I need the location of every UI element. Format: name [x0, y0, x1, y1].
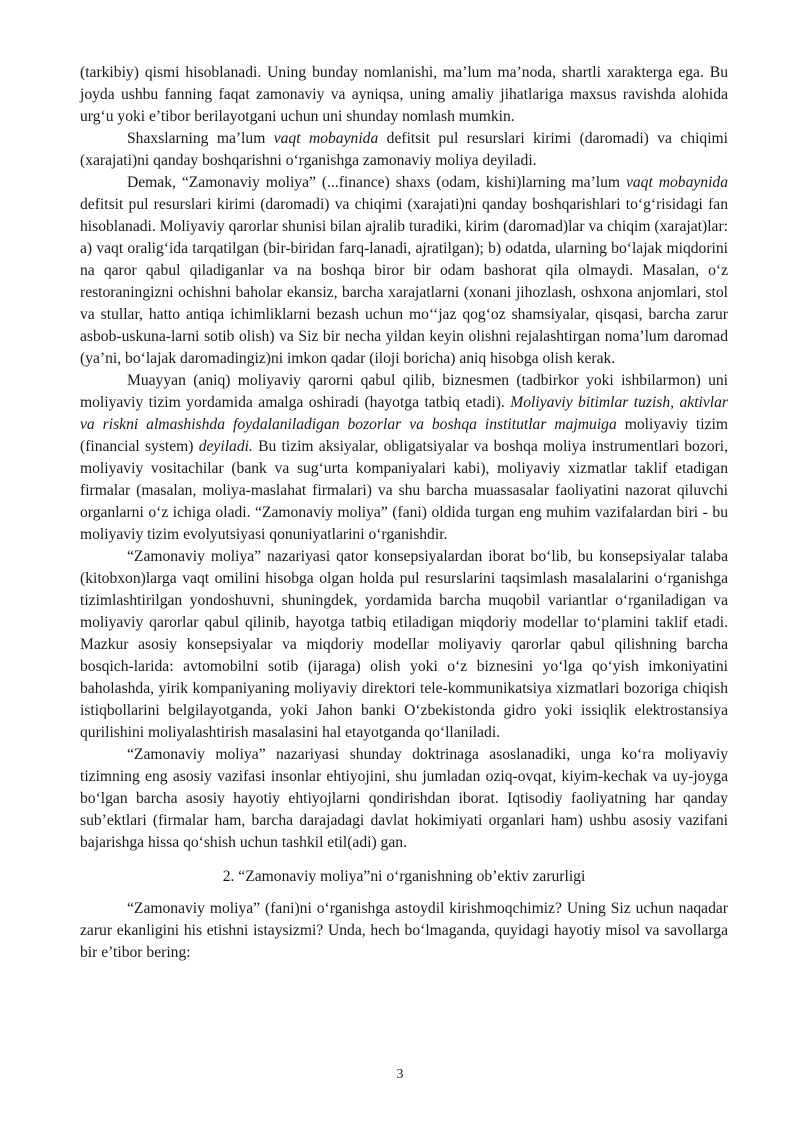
body-text — [80, 62, 728, 854]
paragraph — [80, 744, 728, 854]
italic-text: vaqt mobaynida — [625, 174, 729, 191]
text-run: moliyaviy tizim (financial system) — [80, 416, 728, 455]
italic-text: deyiladi. — [198, 438, 253, 455]
text-run: Bu tizim aksiyalar, obligatsiyalar va boshqa moliya instrumentlari bozori, moliyaviy vositachilar (bank va sug‘urta kompaniyalari kabi), moliyaviy xizmatlar taklif etadigan firmalar (masalan, moliya-maslahat firmalari) va shu barcha muassasalar faoliyatini nazorat qiluvchi organlarni o‘z ichiga oladi. “Zamonaviy moliya” (fani) oldida turgan eng muhim vazifalardan biri - bu moliyaviy tizim evolyutsiyasi qonuniyatlarini o‘rganishdir. — [80, 438, 728, 543]
text-run: “Zamonaviy moliya” (fani)ni o‘rganishga astoydil kirishmoqchimiz? Uning Siz uchun naqadar zarur ekanligini his etishni istaysizmi? Unda, hech bo‘lmaganda, quyidagi hayotiy misol va savollarga bir e’tibor bering: — [80, 900, 728, 961]
document-page — [80, 62, 728, 964]
paragraph — [80, 898, 728, 964]
paragraph — [80, 62, 728, 128]
paragraph — [80, 172, 728, 370]
body-text-after-heading — [80, 898, 728, 964]
text-run: Muayyan (aniq) moliyaviy qarorni qabul qilib, biznesmen (tadbirkor yoki ishbilarmon) uni moliyaviy tizim yordamida amalga oshiradi (hayotga tatbiq etadi). — [80, 372, 728, 411]
paragraph — [80, 128, 728, 172]
text-run: (tarkibiy) qismi hisoblanadi. Uning bunday nomlanishi, ma’lum ma’noda, shartli xarakterga ega. Bu joyda ushbu fanning faqat zamonaviy va ayniqsa, uning amaliy jihatlariga maxsus ravishda alohida urg‘u yoki e’tibor berilayotgani uchun uni shunday nomlash mumkin. — [80, 64, 728, 125]
text-run: defitsit pul resurslari kirimi (daromadi) va chiqimi (xarajati)ni qanday boshqarishlari to‘g‘risidagi fan hisoblanadi. Moliyaviy qarorlar shunisi bilan ajralib turadiki, kirim (daromad)lar va chiqim (xarajat)lar: a) vaqt oralig‘ida tarqatilgan (bir-biridan farq-lanadi, ajratilgan); b) odatda, ularning bo‘lajak miqdorini na qaror qabul qiladiganlar va na boshqa biror bir odam bashorat qila olmaydi. Masalan, o‘z restoraningizni ochishni baholar ekansiz, barcha xarajatlarni (xonani jihozlash, oshxona anjomlari, stol va stullar, hatto antiqa ichimliklarni bezash uchun mo‘‘jaz qog‘oz shamsiyalar, qisqasi, barcha zarur asbob-uskuna-larni sotib olish) va Siz bir necha yildan keyin olishni rejalashtirgan noma’lum daromad (ya’ni, bo‘lajak daromadingiz)ni imkon qadar (iloji boricha) aniq hisobga olish kerak. — [80, 196, 728, 367]
paragraph — [80, 546, 728, 744]
text-run: Shaxslarning ma’lum — [127, 130, 274, 147]
text-run: “Zamonaviy moliya” nazariyasi shunday doktrinaga asoslanadiki, unga ko‘ra moliyaviy tizimning eng asosiy vazifasi insonlar ehtiyojini, shu jumladan oziq-ovqat, kiyim-kechak va uy-joyga bo‘lgan barcha asosiy hayotiy ehtiyojlarni qondirishdan iborat. Iqtisodiy faoliyatning har qanday sub’ektlari (firmalar ham, barcha darajadagi davlat hokimiyati organlari ham) ushbu asosiy vazifani bajarishga hissa qo‘shish uchun tashkil etil(adi) gan. — [80, 746, 728, 851]
italic-text: Moliyaviy bitimlar tuzish, aktivlar va riskni almashishda foydalaniladigan bozorlar va boshqa institutlar majmuiga — [80, 394, 728, 433]
text-run: “Zamonaviy moliya” nazariyasi qator konsepsiyalardan iborat bo‘lib, bu konsepsiyalar talaba (kitobxon)larga vaqt omilini hisobga olgan holda pul resurslarini taqsimlash masalalarini o‘rganishga tizimlashtirilgan yondoshuvni, shuningdek, yordamida barcha muqobil variantlar o‘rganiladigan va moliyaviy qarorlar qabul qilinib, hayotga tatbiq etiladigan miqdoriy modellar to‘plamini taklif etadi. Mazkur asosiy konsepsiyalar va miqdoriy modellar moliyaviy qarorlar qabul qilishning barcha bosqich-larida: avtomobilni sotib (ijaraga) olish yoki o‘z biznesini yo‘lga qo‘yish imkoniyatini baholashda, yirik kompaniyaning moliyaviy direktori tele-kommunikatsiya xizmatlari bozoriga chiqish istiqbollarini belgilayotganda, yoki Jahon banki O‘zbekistonda gidro yoki issiqlik elektrostansiya qurilishini moliyalashtirish masalasini hal etayotganda qo‘llaniladi. — [80, 548, 728, 741]
section-heading: 2. “Zamonaviy moliya”ni o‘rganishning ob’ektiv zarurligi — [222, 868, 586, 885]
paragraph — [80, 370, 728, 546]
text-run: Demak, “Zamonaviy moliya” (...finance) shaxs (odam, kishi)larning ma’lum — [127, 174, 626, 191]
text-run: defitsit pul resurslari kirimi (daromadi) va chiqimi (xarajati)ni qanday boshqarishni o‘rganishga zamonaviy moliya deyiladi. — [80, 130, 729, 169]
italic-text: vaqt mobaynida — [273, 130, 379, 147]
page-number: 3 — [396, 1067, 404, 1082]
